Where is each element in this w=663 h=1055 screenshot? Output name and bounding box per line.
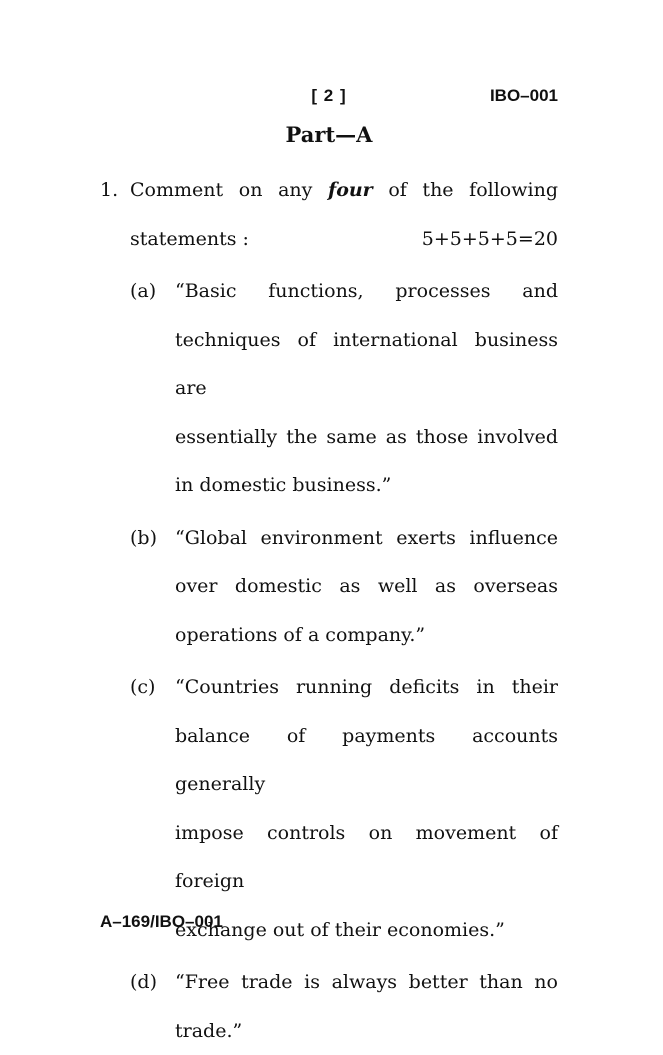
- statement-lines: [175, 958, 558, 1055]
- marks-scheme: 5+5+5+5=20: [422, 215, 558, 264]
- intro-text-emphasis: four: [328, 179, 373, 201]
- statement-line: exchange out of their economies.”: [175, 906, 558, 955]
- statement-line: operations of a company.”: [175, 611, 558, 660]
- page-header: [100, 86, 558, 108]
- statement-label: (a): [130, 267, 175, 510]
- statement-lines: [175, 267, 558, 510]
- statement-line: “Global environment exerts influence: [175, 514, 558, 563]
- statement-line: “Countries running deficits in their: [175, 663, 558, 712]
- statement-line: impose controls on movement of foreign: [175, 809, 558, 906]
- statement-lines: [175, 514, 558, 660]
- statement-line: essentially the same as those involved: [175, 413, 558, 462]
- intro-text-statements: statements :: [130, 215, 249, 264]
- question-number: 1.: [100, 166, 130, 1055]
- statement-line: techniques of international business are: [175, 316, 558, 413]
- statement-line: in domestic business.”: [175, 461, 558, 510]
- statement-line: “Free trade is always better than no: [175, 958, 558, 1007]
- statement-line: over domestic as well as overseas: [175, 562, 558, 611]
- statement-label: (b): [130, 514, 175, 660]
- intro-text-post: of the following: [388, 179, 558, 201]
- section-title: Part—A: [100, 122, 558, 147]
- statement-lines: [175, 663, 558, 954]
- statement-item: [130, 267, 558, 510]
- statement-item: [130, 663, 558, 954]
- statement-line: “Basic functions, processes and: [175, 267, 558, 316]
- statement-label: (c): [130, 663, 175, 954]
- paper-code: IBO–001: [490, 86, 558, 106]
- footer-code: A–169/IBO–001: [100, 912, 223, 932]
- question-intro-line-2: [130, 215, 558, 264]
- statement-line: trade.”: [175, 1007, 558, 1055]
- intro-text-pre: Comment on any: [130, 179, 312, 201]
- statement-list: [130, 267, 558, 1055]
- statement-item: [130, 514, 558, 660]
- statement-label: (d): [130, 958, 175, 1055]
- page-number: [ 2 ]: [311, 86, 346, 106]
- statement-item: [130, 958, 558, 1055]
- question-intro-line-1: [130, 166, 558, 215]
- statement-line: balance of payments accounts generally: [175, 712, 558, 809]
